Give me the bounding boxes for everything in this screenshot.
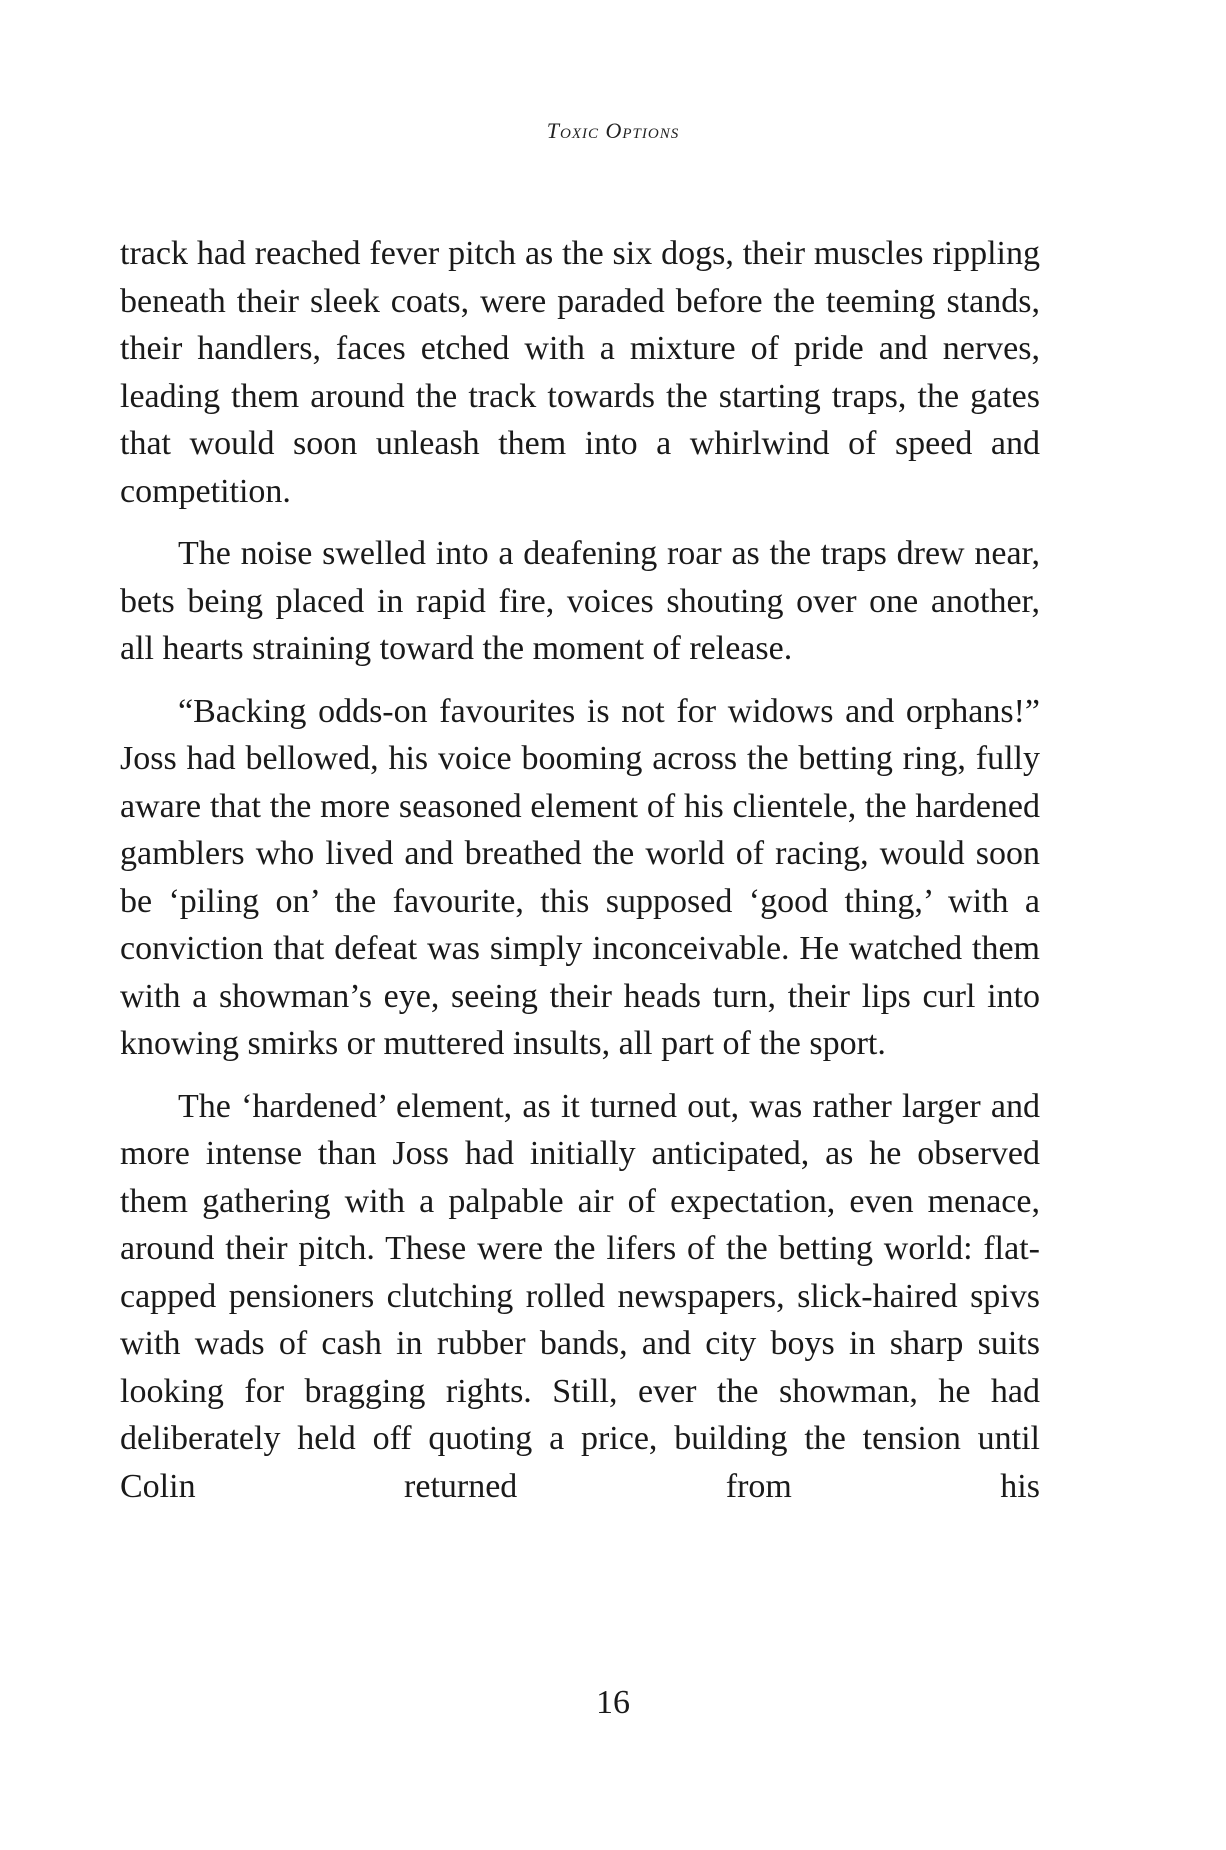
page-number: 16 (596, 1684, 630, 1721)
body-text (120, 230, 1040, 1510)
running-header-title: Toxic Options (546, 118, 680, 143)
paragraph-3: “Backing odds-on favourites is not for widows and orphans!” Joss had bellowed, his voice booming across the betting ring, fully aware that the more seasoned element of his clientele, the hardened gamblers who lived and breathed the world of racing, would soon be ‘piling on’ the favourite, this supposed ‘good thing,’ with a conviction that defeat was simply inconceivable. He watched them with a showman’s eye, seeing their heads turn, their lips curl into knowing smirks or muttered insults, all part of the sport. (120, 692, 1040, 1062)
paragraph-2: The noise swelled into a deafening roar as the traps drew near, bets being placed in rapid fire, voices shouting over one another, all hearts straining toward the moment of release. (120, 535, 1040, 667)
paragraph-1: track had reached fever pitch as the six dogs, their muscles rippling beneath their sleek coats, were paraded before the teeming stands, their handlers, faces etched with a mixture of pride and nerves, leading them around the track towards the starting traps, the gates that would soon unleash them into a whirlwind of speed and competition. (120, 235, 1040, 510)
paragraph-4: The ‘hardened’ element, as it turned out, was rather larger and more intense than Joss had initially anticipated, as he observed them gathering with a palpable air of expectation, even menace, around their pitch. These were the lifers of the betting world: flat-capped pensioners clutching rolled newspapers, slick-haired spivs with wads of cash in rubber bands, and city boys in sharp suits looking for bragging rights. Still, ever the showman, he had deliberately held off quoting a price, building the tension until Colin returned from his (120, 1087, 1040, 1505)
